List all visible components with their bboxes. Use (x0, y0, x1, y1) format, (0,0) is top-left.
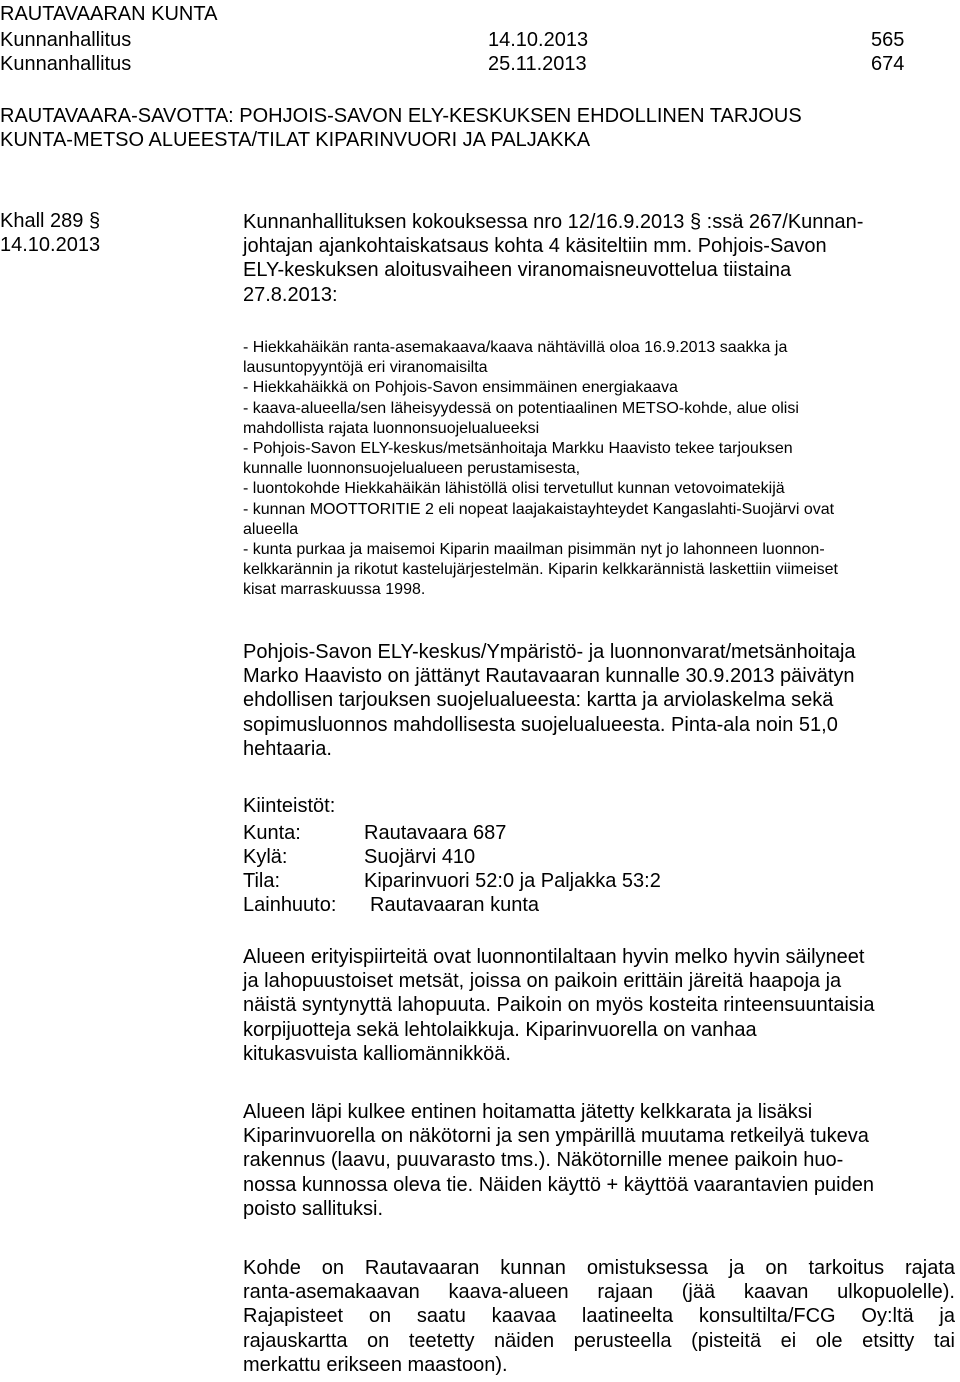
intro-line: johtajan ajankohtaiskatsaus kohta 4 käsiteltiin mm. Pohjois-Savon (243, 235, 827, 258)
list-item: lausuntopyyntöjä eri viranomaisilta (243, 359, 488, 377)
list-item: - kaava-alueella/sen läheisyydessä on potentiaalinen METSO-kohde, alue olisi (243, 399, 799, 417)
paragraph-line: Alueen läpi kulkee entinen hoitamatta jätetty kelkkarata ja lisäksi (243, 1101, 813, 1123)
organization-name: RAUTAVAARAN KUNTA (0, 3, 218, 25)
property-value: Rautavaaran kunta (370, 894, 540, 916)
paragraph-line: Kohde on Rautavaaran kunnan omistuksessa ja on tarkoitus rajata (243, 1257, 955, 1279)
meeting-notes-list (243, 338, 955, 601)
list-item: - Hiekkahäikkä on Pohjois-Savon ensimmäinen energiakaava (243, 379, 678, 397)
sidebar-date: 14.10.2013 (0, 234, 101, 256)
paragraph-line: Marko Haavisto on jättänyt Rautavaaran kunnalle 30.9.2013 päivätyn (243, 665, 855, 688)
property-label: Kylä: (243, 846, 288, 868)
property-value: Rautavaara 687 (364, 822, 507, 844)
sidebar-ref-number: Khall 289 (0, 210, 84, 232)
paragraph-line: Pohjois-Savon ELY-keskus/Ympäristö- ja luonnonvarat/metsänhoitaja (243, 641, 856, 663)
list-item: mahdollista rajata luonnonsuojelualueeksi (243, 419, 540, 437)
property-label: Kunta: (243, 822, 301, 844)
property-value: Kiparinvuori 52:0 ja Paljakka 53:2 (364, 870, 661, 892)
list-item: - Pohjois-Savon ELY-keskus/metsänhoitaja Markku Haavisto tekee tarjouksen (243, 440, 793, 458)
intro-paragraph (243, 210, 955, 307)
document-title-line-1: RAUTAVAARA-SAVOTTA: POHJOIS-SAVON ELY-KESKUKSEN EHDOLLINEN TARJOUS (0, 105, 802, 127)
header-date-1: 14.10.2013 (488, 29, 589, 51)
property-value: Suojärvi 410 (364, 846, 476, 868)
paragraph-line: ja lahopuustoiset metsät, joissa on paikoin erittäin järeitä haapoja ja (243, 970, 842, 993)
offer-paragraph (243, 640, 955, 761)
list-item: alueella (243, 520, 299, 538)
paragraph-line: rajauskartta on teetetty näiden perusteella (pisteitä ei ole etsitty tai (243, 1329, 955, 1352)
features-paragraph (243, 945, 955, 1066)
header-number-2: 674 (871, 53, 905, 75)
property-label: Tila: (243, 870, 281, 892)
paragraph-line: korpijuotteja sekä lehtolaikkuja. Kiparinvuorella on vanhaa (243, 1018, 757, 1041)
ownership-paragraph (243, 1256, 955, 1377)
paragraph-line: nossa kunnossa oleva tie. Näiden käyttö + käyttöä vaarantavien puiden (243, 1173, 874, 1196)
list-item: - Hiekkahäikän ranta-asemakaava/kaava nähtävillä oloa 16.9.2013 saakka ja (243, 339, 788, 356)
section-mark: § (88, 210, 101, 232)
list-item: - luontokohde Hiekkahäikän lähistöllä olisi tervetullut kunnan vetovoimatekijä (243, 480, 785, 498)
paragraph-line: sopimusluonnos mahdollisesta suojelualueesta. Pinta-ala noin 51,0 (243, 713, 838, 736)
paragraph-line: hehtaaria. (243, 737, 332, 760)
paragraph-line: rakennus (laavu, puuvarasto tms.). Näkötornille menee paikoin huo- (243, 1149, 844, 1172)
header-date-2: 25.11.2013 (488, 53, 587, 75)
paragraph-line: näistä syntynyttä lahopuuta. Paikoin on myös kosteita rinteensuuntaisia (243, 994, 875, 1017)
header-number-1: 565 (871, 29, 905, 51)
paragraph-line: Alueen erityispiirteitä ovat luonnontilaltaan hyvin melko hyvin säilyneet (243, 946, 865, 968)
document-title-line-2: KUNTA-METSO ALUEESTA/TILAT KIPARINVUORI JA PALJAKKA (0, 129, 591, 151)
list-item: kelkkarännin ja rikotut kastelujärjestelmän. Kiparin kelkkarännistä laskettiin viimeiset (243, 561, 838, 579)
header-body-2: Kunnanhallitus (0, 53, 132, 75)
paragraph-line: ranta-asemakaavan kaava-alueen rajaan (jää kaavan ulkopuolelle). (243, 1281, 955, 1304)
sidebar-reference (0, 211, 100, 231)
paragraph-line: kitukasvuista kalliomännikköä. (243, 1042, 511, 1065)
list-item: kunnalle luonnonsuojelualueen perustamisesta, (243, 460, 581, 478)
intro-line: 27.8.2013: (243, 283, 338, 306)
paragraph-line: merkattu erikseen maastoon). (243, 1353, 508, 1376)
intro-line: ELY-keskuksen aloitusvaiheen viranomaisneuvottelua tiistaina (243, 259, 792, 282)
paragraph-line: Rajapisteet on saatu kaavaa laatineelta konsultilta/FCG Oy:ltä ja (243, 1305, 955, 1328)
paragraph-line: poisto sallituksi. (243, 1197, 384, 1220)
properties-heading: Kiinteistöt: (243, 795, 336, 817)
track-paragraph (243, 1100, 955, 1221)
intro-line: Kunnanhallituksen kokouksessa nro 12/16.9.2013 § :ssä 267/Kunnan- (243, 211, 864, 233)
list-item: kisat marraskuussa 1998. (243, 581, 426, 599)
list-item: - kunta purkaa ja maisemoi Kiparin maailman pisimmän nyt jo lahonneen luonnon- (243, 541, 825, 559)
paragraph-line: Kiparinvuorella on näkötorni ja sen ympärillä muutama retkeilyä tukeva (243, 1125, 869, 1148)
header-body-1: Kunnanhallitus (0, 29, 132, 51)
property-label: Lainhuuto: (243, 894, 337, 916)
paragraph-line: ehdollisen tarjouksen suojelualueesta: kartta ja arviolaskelma sekä (243, 689, 834, 712)
list-item: - kunnan MOOTTORITIE 2 eli nopeat laajakaistayhteydet Kangaslahti-Suojärvi ovat (243, 500, 835, 518)
